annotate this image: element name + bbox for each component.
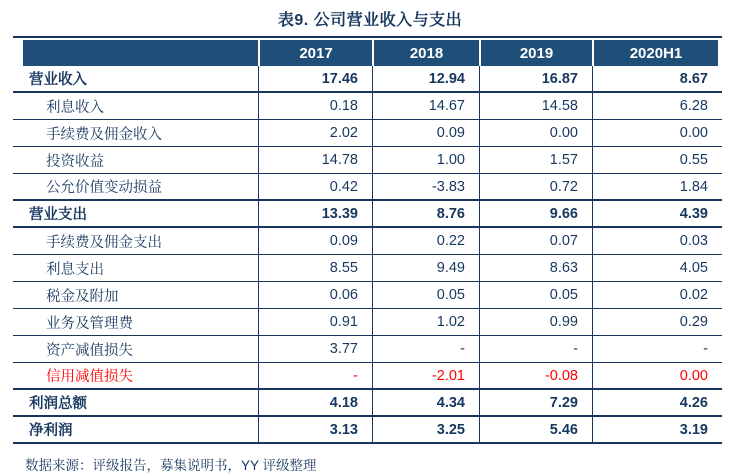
row-label: 公允价值变动损益 — [46, 180, 162, 196]
value-cell: 8.63 — [479, 255, 592, 281]
column-header: 2017 — [258, 40, 372, 66]
table-top-rule — [13, 36, 722, 38]
value-cell: 2.02 — [258, 120, 372, 146]
value-cell: 8.55 — [258, 255, 372, 281]
value-cell: 0.06 — [258, 282, 372, 308]
row-label: 营业支出 — [29, 207, 87, 223]
value-cell: 0.00 — [592, 120, 722, 146]
value-cell: 1.57 — [479, 147, 592, 173]
value-cell: 9.66 — [479, 201, 592, 226]
value-cell: 17.46 — [258, 66, 372, 91]
value-cell: 5.46 — [479, 417, 592, 442]
value-cell: 3.77 — [258, 336, 372, 362]
table-row — [13, 201, 722, 228]
row-label: 手续费及佣金收入 — [46, 126, 162, 143]
value-cell: 1.00 — [372, 147, 479, 173]
value-cell: 0.29 — [592, 309, 722, 335]
value-cell: 3.13 — [258, 417, 372, 442]
value-cell: 0.72 — [479, 174, 592, 199]
value-cell: - — [592, 336, 722, 362]
table-row — [13, 390, 722, 417]
value-cell: 0.22 — [372, 228, 479, 254]
row-label: 投资收益 — [46, 153, 104, 170]
value-cell: 0.00 — [479, 120, 592, 146]
row-label: 税金及附加 — [46, 288, 119, 305]
table-row — [13, 93, 722, 120]
value-cell: 4.34 — [372, 390, 479, 415]
row-label: 净利润 — [29, 423, 73, 439]
row-label: 营业收入 — [29, 72, 87, 88]
column-header: 2020H1 — [592, 40, 718, 66]
row-label: 手续费及佣金支出 — [46, 234, 162, 251]
value-cell: 12.94 — [372, 66, 479, 91]
financial-table — [13, 36, 722, 444]
row-label: 业务及管理费 — [46, 315, 133, 332]
value-cell: 14.78 — [258, 147, 372, 173]
value-cell: 0.07 — [479, 228, 592, 254]
value-cell: 0.55 — [592, 147, 722, 173]
value-cell: 0.02 — [592, 282, 722, 308]
table-row — [13, 282, 722, 309]
row-label: 利息支出 — [46, 261, 104, 278]
value-cell: 7.29 — [479, 390, 592, 415]
value-cell: 8.67 — [592, 66, 722, 91]
value-cell: 1.02 — [372, 309, 479, 335]
table-body — [13, 66, 722, 444]
value-cell: 3.19 — [592, 417, 722, 442]
value-cell: 3.25 — [372, 417, 479, 442]
value-cell: 14.58 — [479, 93, 592, 119]
value-cell: 4.26 — [592, 390, 722, 415]
value-cell: 0.05 — [372, 282, 479, 308]
table-row — [13, 174, 722, 201]
value-cell: - — [258, 363, 372, 388]
value-cell: 13.39 — [258, 201, 372, 226]
column-header: 2018 — [372, 40, 479, 66]
value-cell: -2.01 — [372, 363, 479, 388]
table-row — [13, 363, 722, 390]
value-cell: 0.09 — [372, 120, 479, 146]
value-cell: 0.99 — [479, 309, 592, 335]
value-cell: 4.05 — [592, 255, 722, 281]
value-cell: 16.87 — [479, 66, 592, 91]
source-note: 数据来源：评级报告，募集说明书，YY 评级整理 — [25, 458, 317, 473]
value-cell: 9.49 — [372, 255, 479, 281]
value-cell: - — [479, 336, 592, 362]
value-cell: - — [372, 336, 479, 362]
value-cell: 8.76 — [372, 201, 479, 226]
value-cell: 0.42 — [258, 174, 372, 199]
table-row — [13, 120, 722, 147]
value-cell: 14.67 — [372, 93, 479, 119]
row-label: 利润总额 — [29, 396, 87, 412]
value-cell: 0.18 — [258, 93, 372, 119]
row-label: 信用减值损失 — [46, 369, 133, 385]
value-cell: 6.28 — [592, 93, 722, 119]
value-cell: -3.83 — [372, 174, 479, 199]
table-row — [13, 228, 722, 255]
value-cell: 0.91 — [258, 309, 372, 335]
table-row — [13, 309, 722, 336]
value-cell: 0.00 — [592, 363, 722, 388]
table-row — [13, 336, 722, 363]
table-header-row — [23, 40, 718, 66]
header-label-spacer — [23, 40, 258, 66]
table-title: 表9. 公司营业收入与支出 — [277, 12, 463, 29]
value-cell: 0.05 — [479, 282, 592, 308]
value-cell: 0.03 — [592, 228, 722, 254]
column-header: 2019 — [479, 40, 592, 66]
value-cell: 1.84 — [592, 174, 722, 199]
row-label: 资产减值损失 — [46, 342, 133, 359]
value-cell: 4.39 — [592, 201, 722, 226]
table-row — [13, 417, 722, 444]
table-row — [13, 66, 722, 93]
row-label: 利息收入 — [46, 99, 104, 116]
value-cell: -0.08 — [479, 363, 592, 388]
table-row — [13, 147, 722, 174]
table-row — [13, 255, 722, 282]
value-cell: 0.09 — [258, 228, 372, 254]
value-cell: 4.18 — [258, 390, 372, 415]
